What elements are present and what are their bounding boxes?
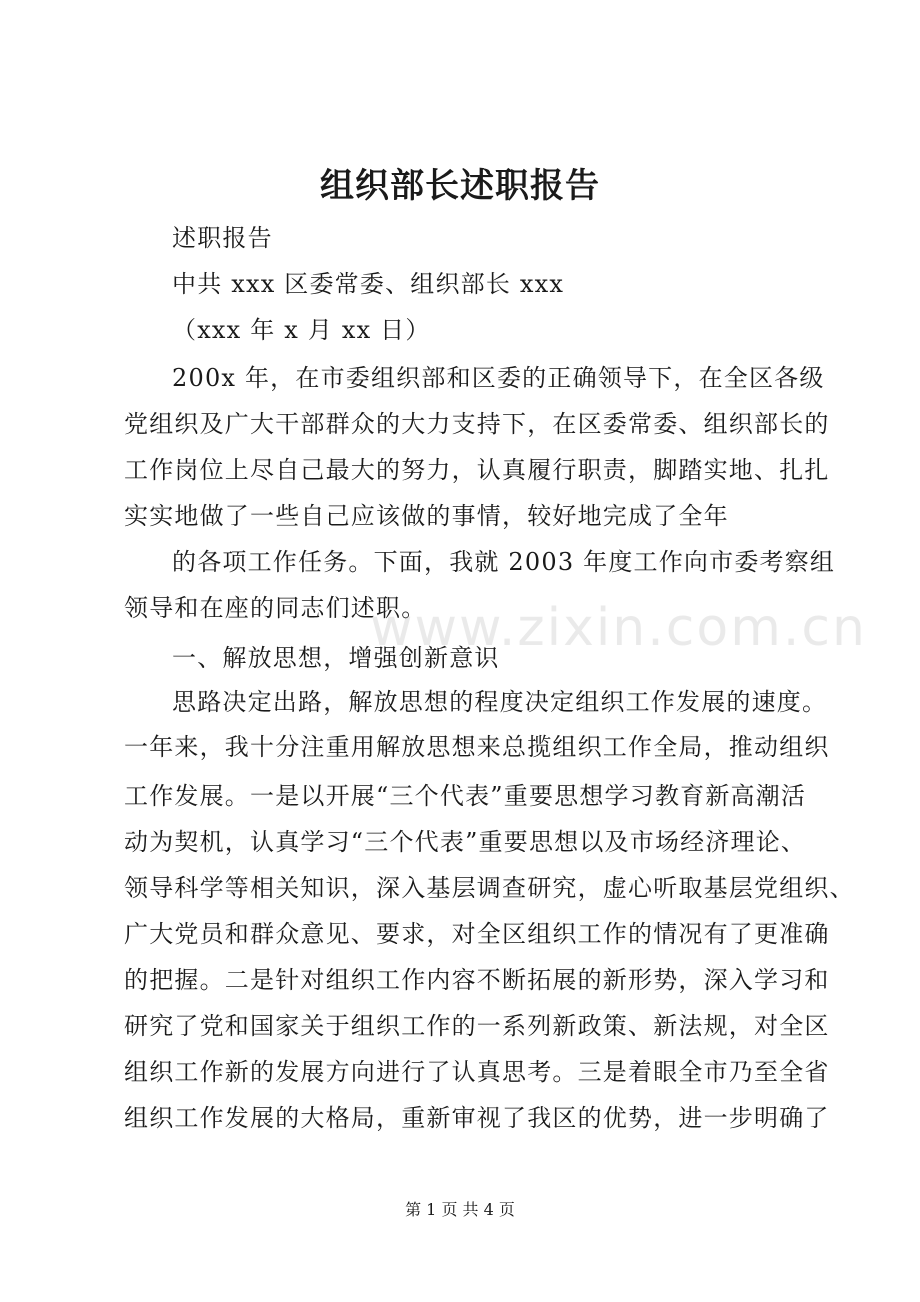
paragraph-line: 200x 年，在市委组织部和区委的正确领导下，在全区各级 xyxy=(172,364,825,392)
paragraph-line: 动为契机，认真学习“三个代表”重要思想以及市场经济理论、 xyxy=(124,828,807,856)
paragraph-line: 工作岗位上尽自己最大的努力，认真履行职责，脚踏实地、扎扎 xyxy=(124,456,830,484)
paragraph-line: 工作发展。一是以开展“三个代表”重要思想学习教育新高潮活 xyxy=(124,782,807,810)
paragraph-line: 党组织及广大干部群众的大力支持下，在区委常委、组织部长的 xyxy=(124,410,830,438)
document-title: 组织部长述职报告 xyxy=(320,166,600,206)
paragraph-line: 一年来，我十分注重用解放思想来总揽组织工作全局，推动组织 xyxy=(124,733,830,761)
paragraph-line: 研究了党和国家关于组织工作的一系列新政策、新法规，对全区 xyxy=(124,1012,830,1040)
page-number: 第 1 页 共 4 页 xyxy=(405,1200,515,1219)
paragraph-line: 实实地做了一些自己应该做的事情，较好地完成了全年 xyxy=(124,502,729,530)
section-heading: 一、解放思想，增强创新意识 xyxy=(172,644,500,672)
paragraph-line: 组织工作新的发展方向进行了认真思考。三是着眼全市乃至全省 xyxy=(124,1058,830,1086)
author-line: 中共 xxx 区委常委、组织部长 xxx xyxy=(172,270,565,298)
paragraph-line: 思路决定出路，解放思想的程度决定组织工作发展的速度。 xyxy=(172,688,828,716)
date-line: （xxx 年 x 月 xx 日） xyxy=(172,316,431,344)
paragraph-line: 的把握。二是针对组织工作内容不断拓展的新形势，深入学习和 xyxy=(124,966,830,994)
paragraph-line: 的各项工作任务。下面，我就 2003 年度工作向市委考察组 xyxy=(172,548,836,576)
watermark: www.zixin.com.cn xyxy=(370,598,867,658)
paragraph-line: 领导和在座的同志们述职。 xyxy=(124,594,427,622)
paragraph-line: 组织工作发展的大格局，重新审视了我区的优势，进一步明确了 xyxy=(124,1104,830,1132)
paragraph-line: 领导科学等相关知识，深入基层调查研究，虚心听取基层党组织、 xyxy=(124,874,855,902)
paragraph-line: 广大党员和群众意见、要求，对全区组织工作的情况有了更准确 xyxy=(124,920,830,948)
section-heading: 述职报告 xyxy=(172,224,273,252)
